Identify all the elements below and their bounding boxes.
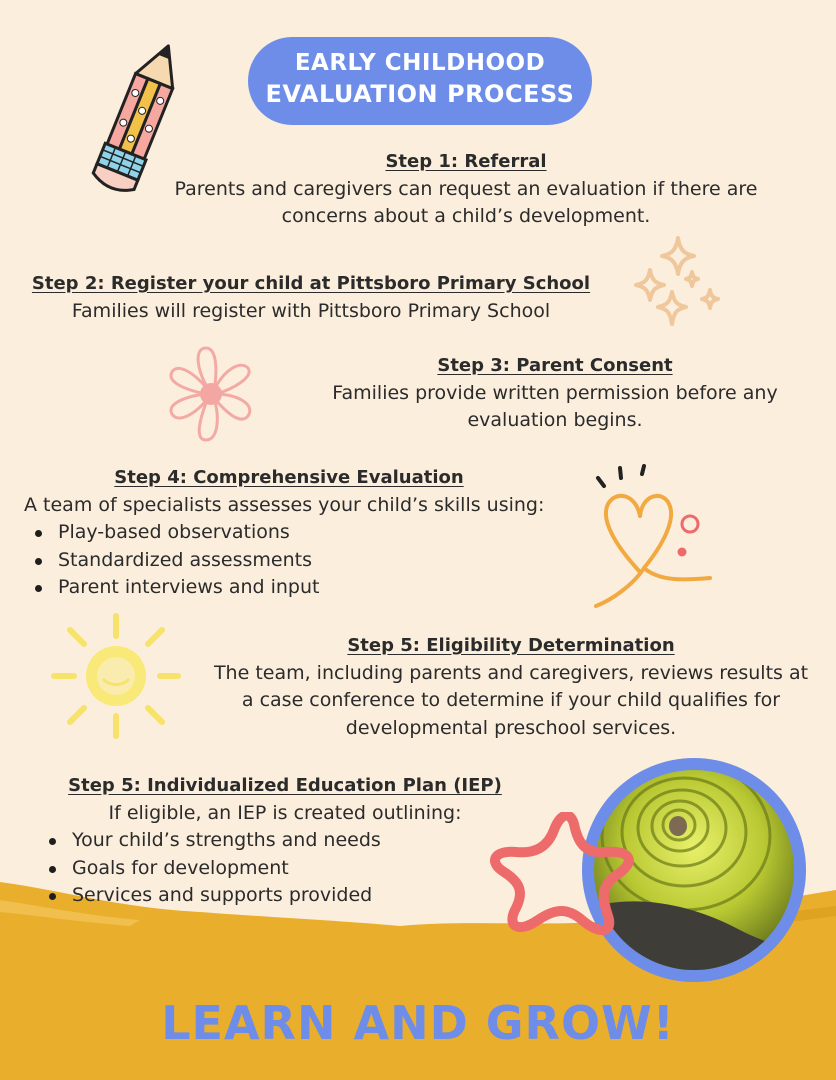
step-5-text-line-1: The team, including parents and caregivers, reviews results at (213, 661, 809, 684)
step-6-list (38, 827, 538, 910)
step-2-heading: Step 2: Register your child at Pittsboro Primary School (31, 273, 591, 294)
step-1-heading: Step 1: Referral (385, 151, 547, 172)
flower-icon (160, 340, 260, 450)
heart-icon (586, 460, 716, 610)
list-item: Goals for development (38, 855, 538, 883)
step-1-text-line-1: Parents and caregivers can request an evaluation if there are (174, 177, 758, 200)
step-6-intro: If eligible, an IEP is created outlining: (108, 801, 462, 824)
title-line-2: EVALUATION PROCESS (265, 80, 575, 108)
step-5-iep (38, 772, 538, 910)
title-line-1: EARLY CHILDHOOD (294, 50, 546, 76)
sparkles-icon (628, 232, 728, 332)
step-4 (24, 464, 564, 602)
list-item: Your child’s strengths and needs (38, 827, 538, 855)
list-item: Services and supports provided (38, 882, 538, 910)
step-1 (160, 148, 772, 231)
sun-icon (48, 608, 184, 742)
step-6-heading: Step 5: Individualized Education Plan (IEP) (68, 775, 502, 796)
step-2 (20, 270, 602, 325)
step-5-text-line-3: developmental preschool services. (345, 716, 677, 739)
step-5-text-line-2: a case conference to determine if your child qualifies for (241, 689, 781, 711)
step-1-text-line-2: concerns about a child’s development. (281, 205, 651, 227)
step-4-intro: A team of specialists assesses your child’s skills using: (24, 493, 545, 516)
list-item: Standardized assessments (24, 547, 564, 575)
step-5-eligibility (200, 632, 822, 742)
list-item: Play-based observations (24, 519, 564, 547)
step-4-list (24, 519, 564, 602)
step-3 (300, 352, 810, 435)
step-2-text: Families will register with Pittsboro Primary School (71, 299, 551, 322)
step-4-heading: Step 4: Comprehensive Evaluation (114, 467, 464, 488)
step-5-heading: Step 5: Eligibility Determination (347, 635, 675, 656)
star-icon (488, 812, 648, 938)
footer-slogan: LEARN AND GROW! (161, 996, 675, 1050)
step-3-text-line-2: evaluation begins. (467, 409, 643, 431)
page-title (248, 37, 592, 125)
step-3-heading: Step 3: Parent Consent (437, 355, 673, 376)
step-3-text-line-1: Families provide written permission before any (332, 381, 778, 404)
list-item: Parent interviews and input (24, 574, 564, 602)
